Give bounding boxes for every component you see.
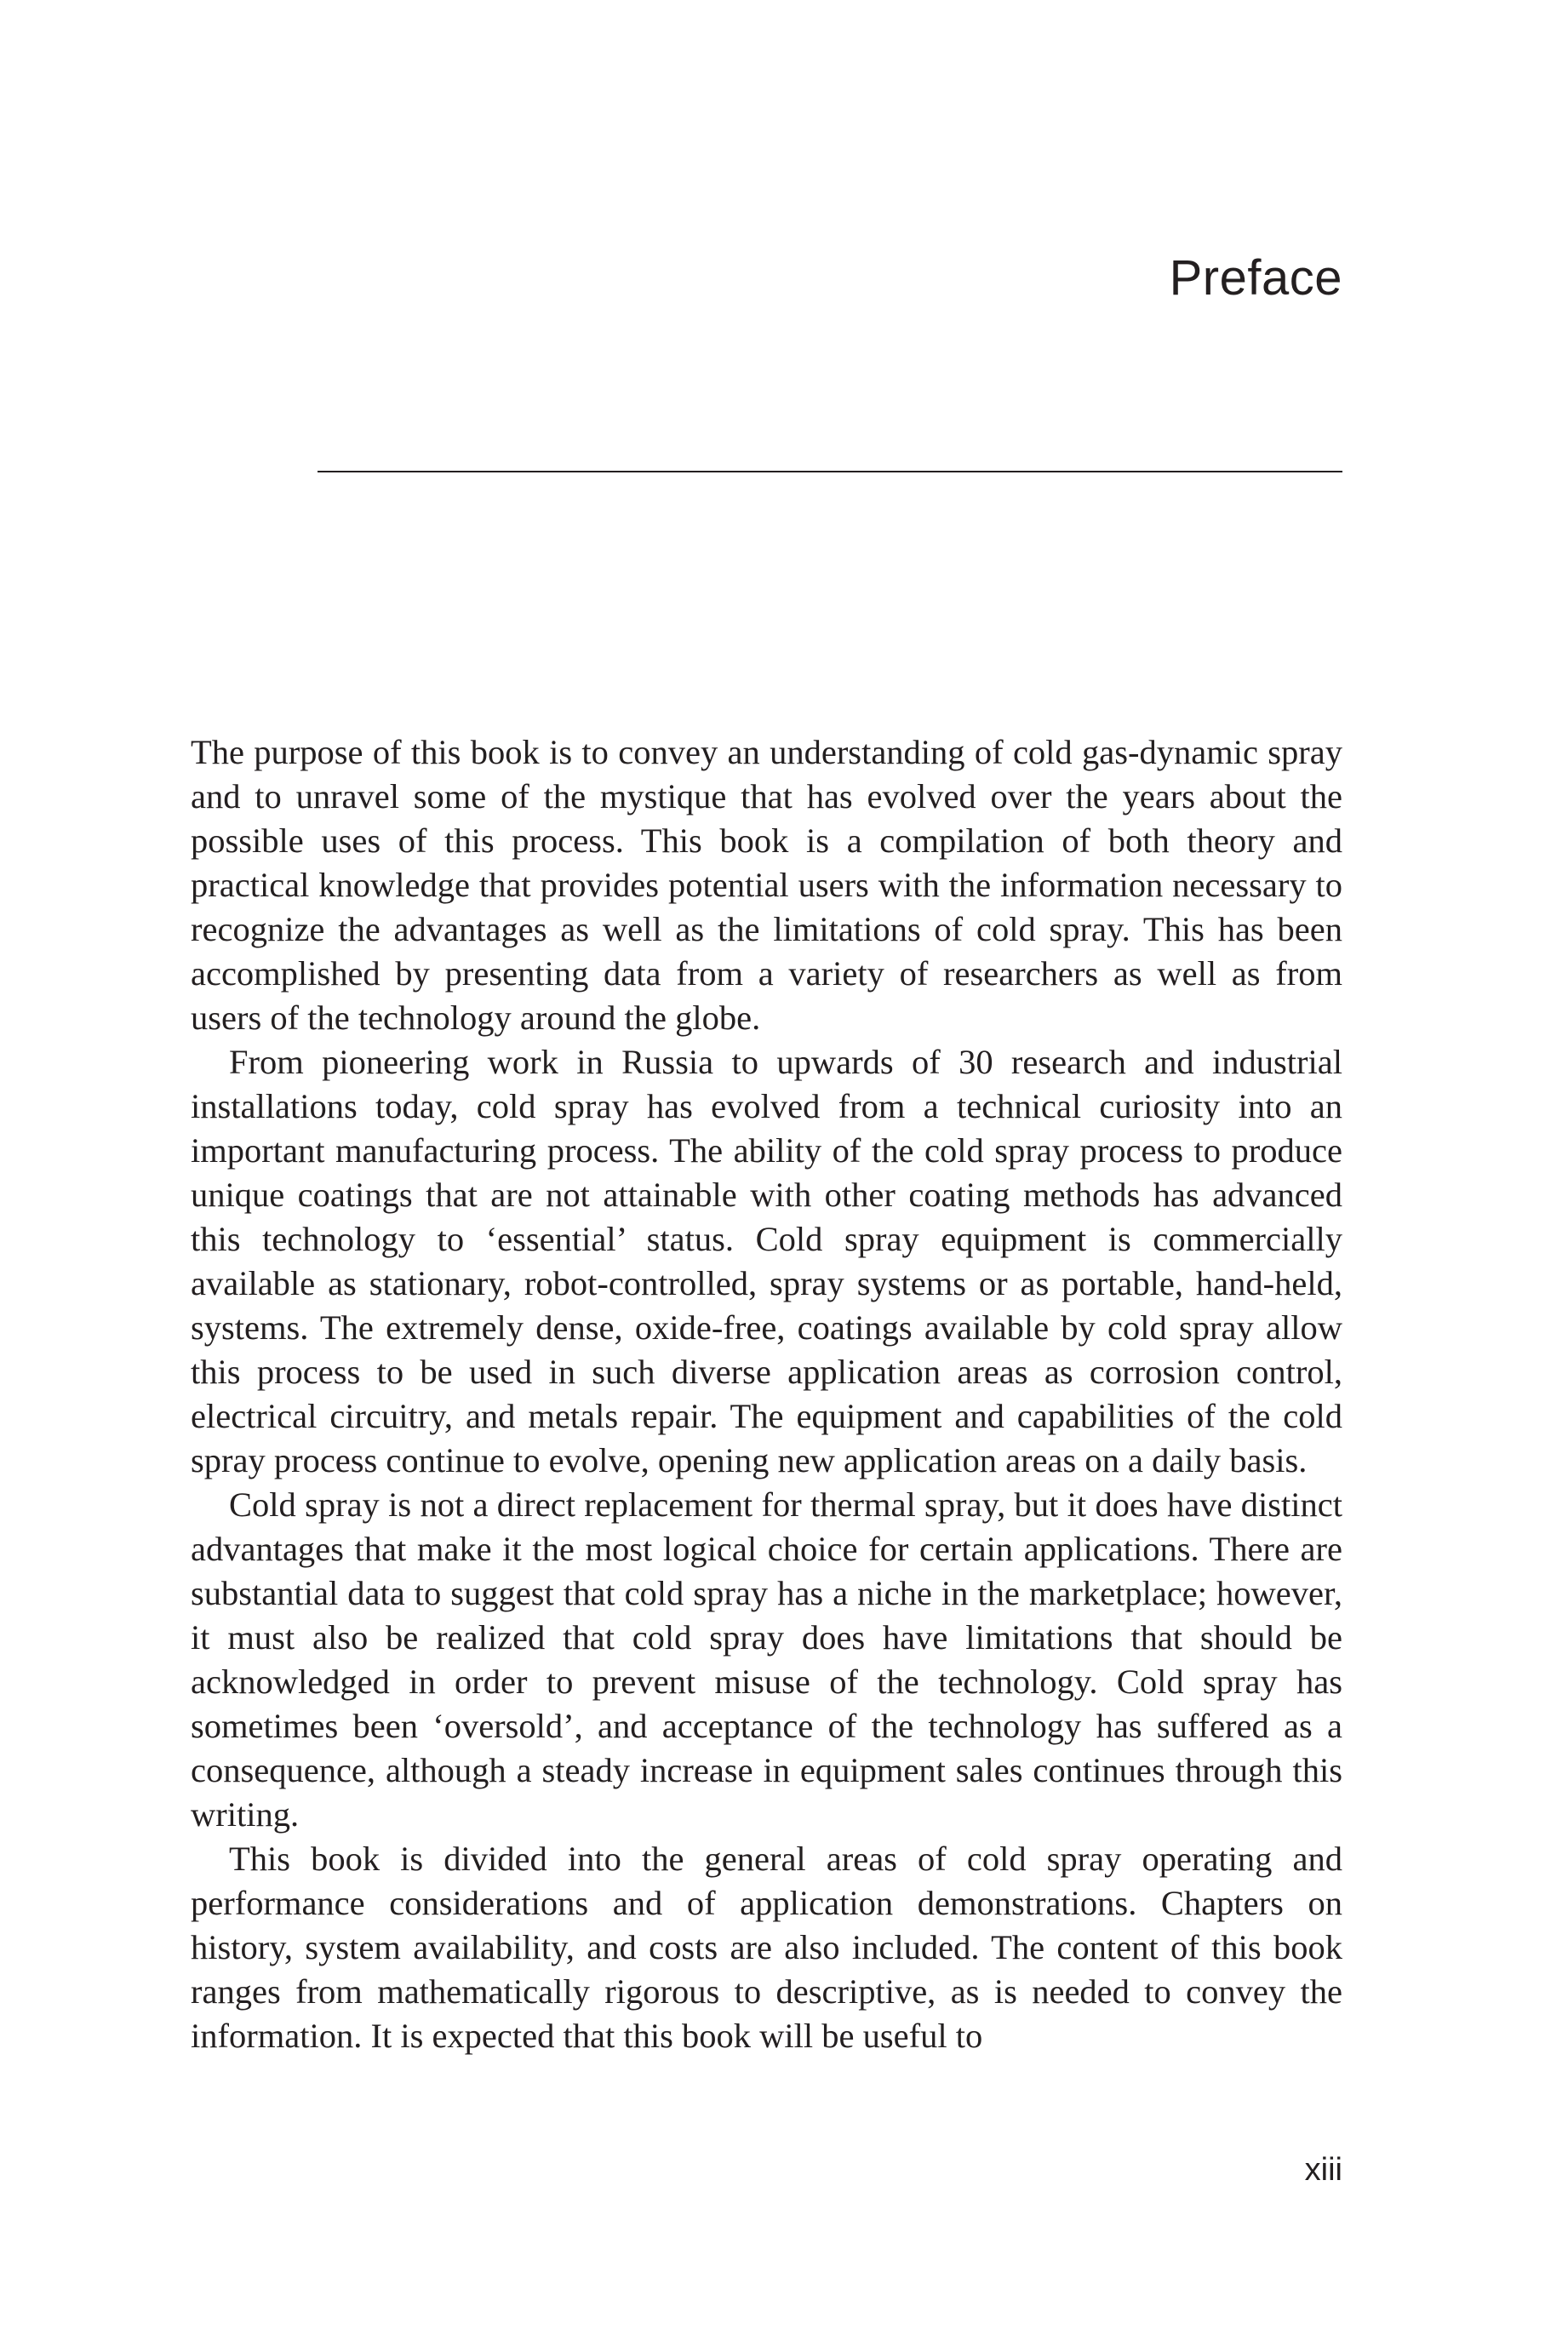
paragraph: This book is divided into the general areas of cold spray operating and performance considerations and of application demonstrations. Chapters on history, system availability, and costs are also included. The content of this book ranges from mathematically rigorous to descriptive, as is needed to convey the information. It is expected that this book will be useful to: [191, 1840, 1342, 2055]
title-divider: [318, 471, 1342, 472]
paragraph: Cold spray is not a direct replacement for thermal spray, but it does have distinct advantages that make it the most logical choice for certain applications. There are substantial data to suggest that cold spray has a niche in the marketplace; however, it must also be realized that cold spray does have limitations that should be acknowledged in order to prevent misuse of the technology. Cold spray has sometimes been ‘oversold’, and acceptance of the technology has suffered as a consequence, although a steady increase in equipment sales continues through this writing.: [191, 1485, 1342, 1834]
paragraph: From pioneering work in Russia to upwards of 30 research and industrial installations today, cold spray has evolved from a technical curiosity into an important manufacturing process. The ability of the cold spray process to produce unique coatings that are not attainable with other coating methods has advanced this technology to ‘essential’ status. Cold spray equipment is commercially available as stationary, robot-controlled, spray systems or as portable, hand-held, systems. The extremely dense, oxide-free, coatings available by cold spray allow this process to be used in such diverse application areas as corrosion control, electrical circuitry, and metals repair. The equipment and capabilities of the cold spray process continue to evolve, opening new application areas on a daily basis.: [191, 1043, 1342, 1479]
paragraph: The purpose of this book is to convey an understanding of cold gas-dynamic spray and to unravel some of the mystique that has evolved over the years about the possible uses of this process. This book is a compilation of both theory and practical knowledge that provides potential users with the information necessary to recognize the advantages as well as the limitations of cold spray. This has been accomplished by presenting data from a variety of researchers as well as from users of the technology around the globe.: [191, 733, 1342, 1037]
preface-body: [191, 730, 1342, 2058]
page-title: Preface: [1169, 250, 1342, 306]
page-number: xiii: [1304, 2152, 1342, 2188]
